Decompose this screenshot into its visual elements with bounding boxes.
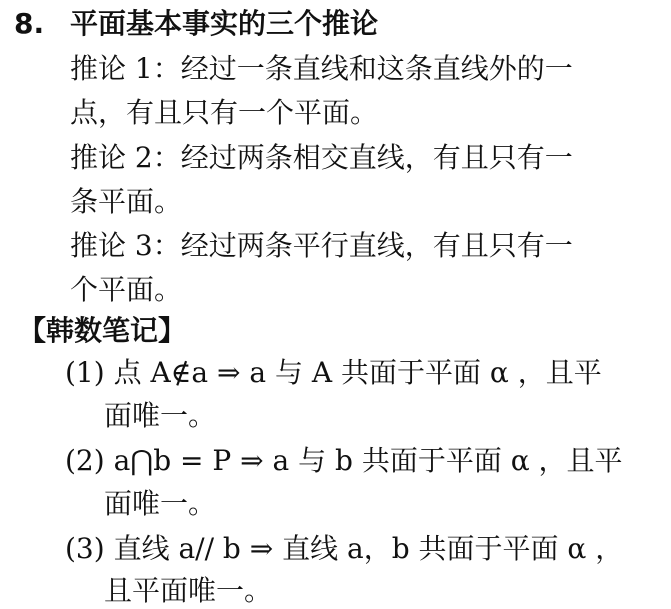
note-2-line-1: (2) a⋂b = P ⇒ a 与 b 共面于平面 α ，且平 — [65, 444, 623, 477]
note-2-line-2: 面唯一。 — [104, 487, 217, 520]
note-1-line-2: 面唯一。 — [104, 399, 217, 432]
section-number: 8. — [14, 7, 45, 40]
note-3-line-1: (3) 直线 a// b ⇒ 直线 a，b 共面于平面 α ， — [65, 532, 624, 565]
corollary-1-line-1: 推论 1：经过一条直线和这条直线外的一 — [70, 52, 573, 85]
corollary-2-line-2: 条平面。 — [70, 185, 183, 218]
section-title: 平面基本事实的三个推论 — [70, 7, 379, 40]
corollary-3-line-1: 推论 3：经过两条平行直线，有且只有一 — [70, 229, 573, 262]
corollary-2-line-1: 推论 2：经过两条相交直线，有且只有一 — [70, 141, 573, 174]
corollary-3-line-2: 个平面。 — [70, 273, 183, 306]
notes-heading: 【韩数笔记】 — [18, 314, 187, 347]
corollary-1-line-2: 点，有且只有一个平面。 — [70, 96, 379, 129]
note-3-line-2: 且平面唯一。 — [104, 574, 273, 607]
note-1-line-1: (1) 点 A∉a ⇒ a 与 A 共面于平面 α ，且平 — [65, 356, 602, 389]
